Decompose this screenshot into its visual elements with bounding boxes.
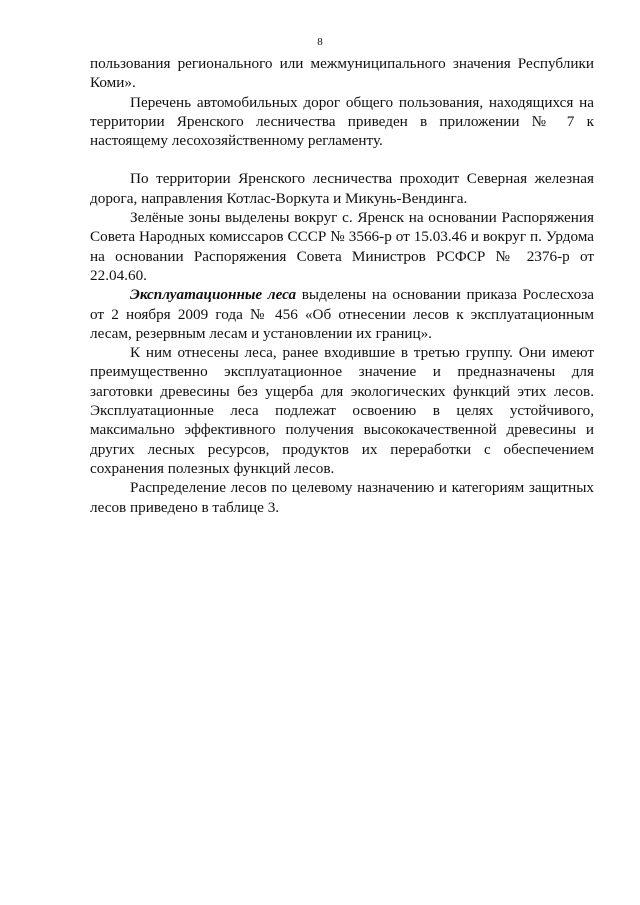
term-exploitation-forests: Эксплуатационные леса [130,286,297,304]
paragraph-third-group: К ним отнесены леса, ранее входившие в третью группу. Они имеют преимущественно эксплуатационное значение и предназначены для заготовки древесины без ущерба для экологических функций этих лесов. Эксплуатационные леса подлежат освоению в целях устойчивого, максимально эффективного получения высококачественной древесины и других лесных ресурсов, продуктов их переработки с обеспечением сохранения полезных функций лесов. [90,344,594,477]
paragraph-exploitation-forests [90,285,594,343]
page-number: 8 [317,36,323,48]
paragraph-green-zones: Зелёные зоны выделены вокруг с. Яренск на основании Распоряжения Совета Народных комиссаров СССР № 3566-р от 15.03.46 и вокруг п. Урдома на основании Распоряжения Совета Министров РСФСР № 2376-р от 22.04.60. [90,209,594,284]
paragraph-continuation: пользования регионального или межмуниципального значения Республики Коми». [90,55,594,92]
paragraph-table-reference: Распределение лесов по целевому назначению и категориям защитных лесов приведено в таблице 3. [90,479,594,516]
paragraph-exploitation-forests-text: выделены на основании приказа Рослесхоза от 2 ноября 2009 года № 456 «Об отнесении лесов к эксплуатационным лесам, резервным лесам и установлении их границ». [90,286,594,342]
paragraph-railway: По территории Яренского лесничества проходит Северная железная дорога, направления Котлас-Воркута и Микунь-Вендинга. [90,170,594,207]
document-body [90,54,594,517]
paragraph-roads-list: Перечень автомобильных дорог общего пользования, находящихся на территории Яренского лесничества приведен в приложении № 7 к настоящему лесохозяйственному регламенту. [90,93,594,150]
